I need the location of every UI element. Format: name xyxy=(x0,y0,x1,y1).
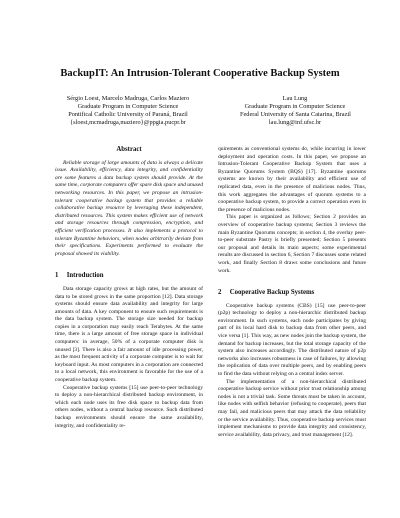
paragraph: Cooperative backup systems (CBS) [15] use peer-to-peer (p2p) technology to deploy a non-hierarchic distributed backup environment. In such systems, each node participates by giving part of its local hard disk to backup data from other peers, and vice versa [1]. This way, as new nodes join the backup system, the demand for backup increases, but the total storage capacity of the system also increases accordingly. The distributed nature of p2p networks also increases robustness in case of failures, by allowing the replication of data over multiple peers, and by enabling peers to find the data without relying on a central index server. xyxy=(218,302,366,378)
paragraph: This paper is organized as follows; Section 2 provides an overview of cooperative backup systems; Section 3 reviews the main Byzantine Quorums concepts; in section 4, the overlay peer-to-peer substrate Pastry is briefly presented; Section 5 presents our proposal and details its main aspects; some experimental results are discussed in section 6, Section 7 discusses some related work, and finally Section 8 draws some conclusions and future work. xyxy=(218,214,366,274)
author-program: Graduate Program in Computer Science xyxy=(77,103,179,110)
paragraph: Cooperative backup systems [15] use peer-to-peer technology to deploy a non-hierarchical distributed backup environment, in which each node uses its free disk space to backup data from others nodes, without a central backup resource. Such distributed backup environments should ensure the same availability, integrity, and confidentiality re- xyxy=(55,384,203,429)
author-email: lau.lung@inf.ufsc.br xyxy=(268,119,322,126)
section-number: 1 xyxy=(55,272,59,280)
author-program: Graduate Program in Computer Science xyxy=(244,103,346,110)
section-title: Cooperative Backup Systems xyxy=(229,289,315,297)
paragraph: Data storage capacity grows at high rates, but the amount of data to be stored grows in the same proportion [12]. Data storage systems should ensure data availability and integrity for large amounts of data. A key component to ensure such requirements is the data backup system. The storage size needed for backup copies in a corporation may easily reach Terabytes. At the same time, there is a large amount of free storage space in individual computers: in average, 50% of a corporate computer disk is unused [3]. There is also a fair amount of idle processing power, as the most frequent activity of a corporate computer is to wait for keyboard input. As most computers in a corporation are connected to a local network, this environment is favorable for the use of a cooperative backup system. xyxy=(55,285,203,384)
section-heading-introduction xyxy=(55,272,203,280)
paper-title: BackupIT: An Intrusion-Tolerant Cooperative Backup System xyxy=(60,68,340,79)
authors-left xyxy=(58,95,198,127)
paragraph: quirements as conventional systems do, while incurring in lower deployment and operation costs. In this paper, we propose an Intrusion-Tolerant Cooperative Backup System that uses a Byzantine Quorums System (BQS) [17]. Byzantine quorums systems are known by their availability and efficient use of replicated data, even in the presence of malicious nodes. Thus, this work aggregates the advantages of quorum systems to a cooperative backup system, to provide a correct operation even in the presence of malicious nodes. xyxy=(218,146,366,213)
paragraph: The implementation of a non-hierarchical distributed cooperative backup service without prior trust relationship among nodes is not a trivial task. Some threats must be taken in account, like nodes with selfish behavior (refusing to cooperate), peers that may fail, and malicious peers that may attack the data reliability or the service availability. Thus, cooperative backup services must implement mechanisms to provide data integrity and consistency, service availability, data privacy, and trust management [12]. xyxy=(218,378,366,438)
left-column xyxy=(55,146,203,430)
author-names: Lau Lung xyxy=(282,95,308,102)
section-heading-cooperative-backup xyxy=(218,289,366,297)
author-university: Pontifical Catholic University of Paraná, Brazil xyxy=(68,111,188,118)
right-column xyxy=(218,146,366,439)
section-title: Introduction xyxy=(66,272,104,280)
section-number: 2 xyxy=(218,289,222,297)
abstract-heading: Abstract xyxy=(116,146,142,153)
authors-right xyxy=(240,95,350,127)
author-names: Sérgio Loest, Marcelo Madruga, Carlos Maziero xyxy=(66,95,190,102)
author-university: Federal University of Santa Catarina, Brazil xyxy=(240,111,351,118)
author-email: {sloest,mcmadruga,maziero}@ppgia.pucpr.br xyxy=(70,119,186,126)
abstract-text: Reliable storage of large amounts of data is always a delicate issue. Availability, efficiency, data integrity, and confidentiality are some features a data backup system should provide. At the same time, corporate computers offer spare disk space and unused networking resources. In this paper, we propose an intrusion-tolerant cooperative backup system that provides a reliable collaborative backup resource by leveraging these independent, distributed resources. This system makes efficient use of network and storage resources through compression, encryption, and efficient verification processes. It also implements a protocol to tolerate Byzantine behaviors, when nodes arbitrarily deviate from their specifications. Experiments performed to evaluate the proposal showed its viability. xyxy=(55,159,203,257)
